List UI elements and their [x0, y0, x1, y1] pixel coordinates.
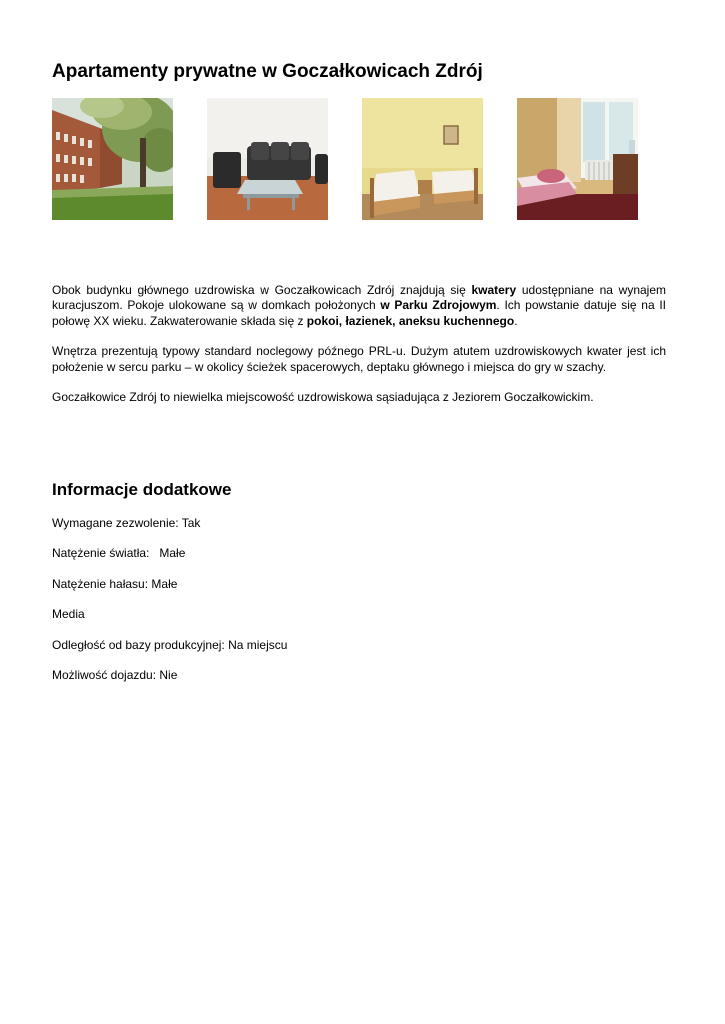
info-access: Możliwość dojazdu: Nie — [52, 667, 178, 682]
document-page — [52, 0, 666, 1024]
intro-paragraph-3: Goczałkowice Zdrój to niewielka miejscowość uzdrowiskowa sąsiadująca z Jeziorem Goczałkowickim. — [52, 390, 594, 405]
info-media: Media — [52, 607, 85, 622]
building-photo — [52, 98, 173, 220]
bedroom-twin-beds-photo — [362, 98, 483, 220]
intro-paragraph-1: Obok budynku głównego uzdrowiska w Goczałkowicach Zdrój znajdują się kwatery udostępniane na wynajem kuracjuszom. Pokoje ulokowane są w domkach położonych w Parku Zdrojowym. Ich powstanie datuje się na II połowę XX wieku. Zakwaterowanie składa się z pokoi, łazienek, aneksu kuchennego. — [52, 283, 667, 328]
page-title: Apartamenty prywatne w Goczałkowicach Zdrój — [52, 61, 483, 82]
bold-kwatery: kwatery — [471, 283, 517, 297]
info-list — [52, 516, 666, 698]
intro-paragraph-2: Wnętrza prezentują typowy standard noclegowy późnego PRL-u. Dużym atutem uzdrowiskowych kwater jest ich położenie w sercu parku – w okolicy ścieżek spacerowych, deptaku głównego i miejsca do gry w szachy. — [52, 344, 666, 374]
living-room-photo — [207, 98, 328, 220]
bedroom-window-photo — [517, 98, 638, 220]
description-text — [52, 283, 666, 420]
bold-rooms: pokoi, łazienek, aneksu kuchennego — [306, 313, 515, 328]
photo-gallery — [52, 98, 666, 220]
info-distance: Odległość od bazy produkcyjnej: Na miejscu — [52, 637, 288, 652]
info-permit: Wymagane zezwolenie: Tak — [52, 516, 201, 530]
info-noise: Natężenie hałasu: Małe — [52, 576, 178, 591]
bold-park-zdrojowy: w Parku Zdrojowym — [380, 298, 497, 313]
section-title: Informacje dodatkowe — [52, 480, 232, 499]
info-light: Natężenie światła: Małe — [52, 546, 186, 561]
